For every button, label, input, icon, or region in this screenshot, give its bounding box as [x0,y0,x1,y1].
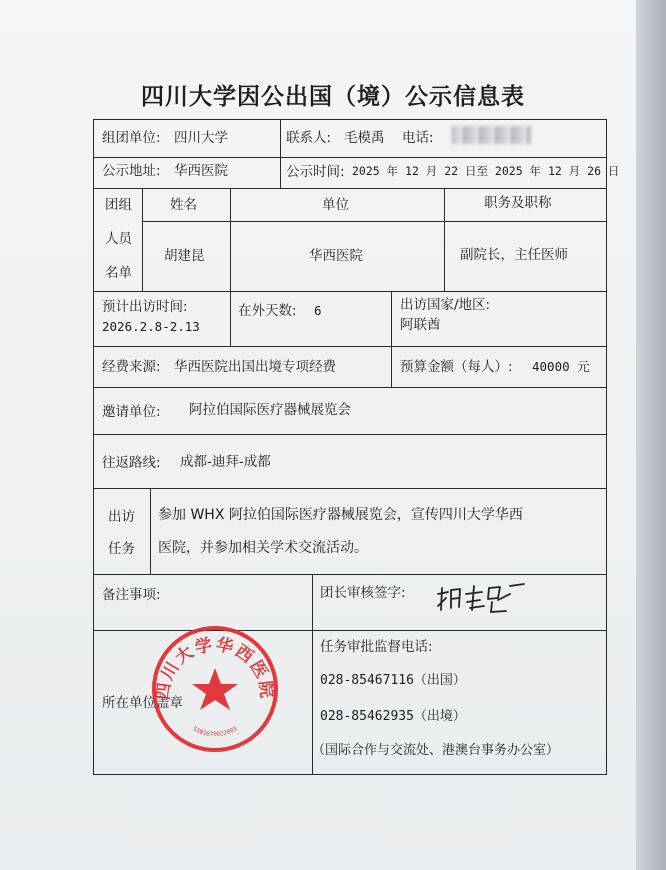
phone-label: 电话: [402,130,434,146]
header-unit: 单位 [322,197,349,213]
notes-label: 备注事项: [102,587,161,603]
publish-time-label: 公示时间: [286,164,345,180]
redacted-phone [451,126,531,144]
contact-label: 联系人: [286,130,332,146]
invite-value: 阿拉伯国际医疗器械展览会 [189,402,351,418]
task-line: 医院，并参加相关学术交流活动。 [158,540,368,556]
contact-value: 毛模禹 [344,130,385,146]
row-divider [94,188,606,189]
col-divider [230,188,231,291]
supervise-label: 任务审批监督电话: [320,639,433,655]
group-unit-value: 四川大学 [174,130,228,146]
row-divider [94,434,606,435]
background-surface [636,0,666,870]
trip-time-label: 预计出访时间: [102,299,188,315]
budget-value: 40000 元 [532,359,590,374]
seal-label: 所在单位盖章 [102,695,183,711]
document-title: 四川大学因公出国（境）公示信息表 [141,83,525,110]
seal-arc-text: 四川大学华西医院 [153,634,277,701]
row-divider [94,291,606,292]
members-side-label: 人员 [105,231,132,247]
publish-time-value: 2025 年 12 月 22 日至 2025 年 12 月 26 日 [352,164,620,178]
member-name: 胡建昆 [164,248,205,264]
col-divider [230,291,231,346]
supervise-phone: 028-85462935（出境） [320,709,466,724]
row-divider [94,488,606,489]
funding-label: 经费来源: [102,359,161,375]
row-divider [142,221,606,222]
col-divider [280,120,281,188]
task-label: 任务 [108,541,135,557]
funding-value: 华西医院出国出境专项经费 [174,359,336,375]
handwritten-signature [434,580,526,614]
hospital-seal [148,622,282,756]
header-name: 姓名 [170,197,197,213]
members-side-label: 名单 [105,265,132,281]
route-label: 往返路线: [102,455,161,471]
task-line: 参加 WHX 阿拉伯国际医疗器械展览会，宣传四川大学华西 [158,507,523,523]
days-label: 在外天数: [238,303,297,319]
group-unit-label: 组团单位: [102,130,161,146]
col-divider [391,291,392,346]
star-icon [192,668,238,710]
country-label: 出访国家/地区: [400,297,491,313]
days-value: 6 [314,303,322,318]
header-title: 职务及职称 [484,195,552,211]
member-unit: 华西医院 [309,248,363,264]
info-table [93,119,620,775]
member-title: 副院长，主任医师 [460,247,568,263]
address-label: 公示地址: [102,163,161,179]
office-name: （国际合作与交流处、港澳台事务办公室） [312,743,560,758]
invite-label: 邀请单位: [102,404,161,420]
country-value: 阿联酋 [400,317,441,333]
row-divider [94,574,606,575]
row-divider [94,346,606,347]
row-divider [94,387,606,388]
seal-number: 5101070922003 [191,725,239,739]
col-divider [150,488,151,574]
col-divider [391,346,392,387]
col-divider [142,188,143,291]
col-divider [444,188,445,291]
leader-sign-label: 团长审核签字: [320,585,406,601]
row-divider [94,157,606,158]
trip-time-value: 2026.2.8-2.13 [102,319,200,334]
address-value: 华西医院 [174,163,228,179]
budget-label: 预算金额（每人）: [400,359,513,375]
route-value: 成都-迪拜-成都 [180,454,271,470]
supervise-phone: 028-85467116（出国） [320,673,466,688]
task-label: 出访 [108,509,135,525]
members-side-label: 团组 [105,197,132,213]
